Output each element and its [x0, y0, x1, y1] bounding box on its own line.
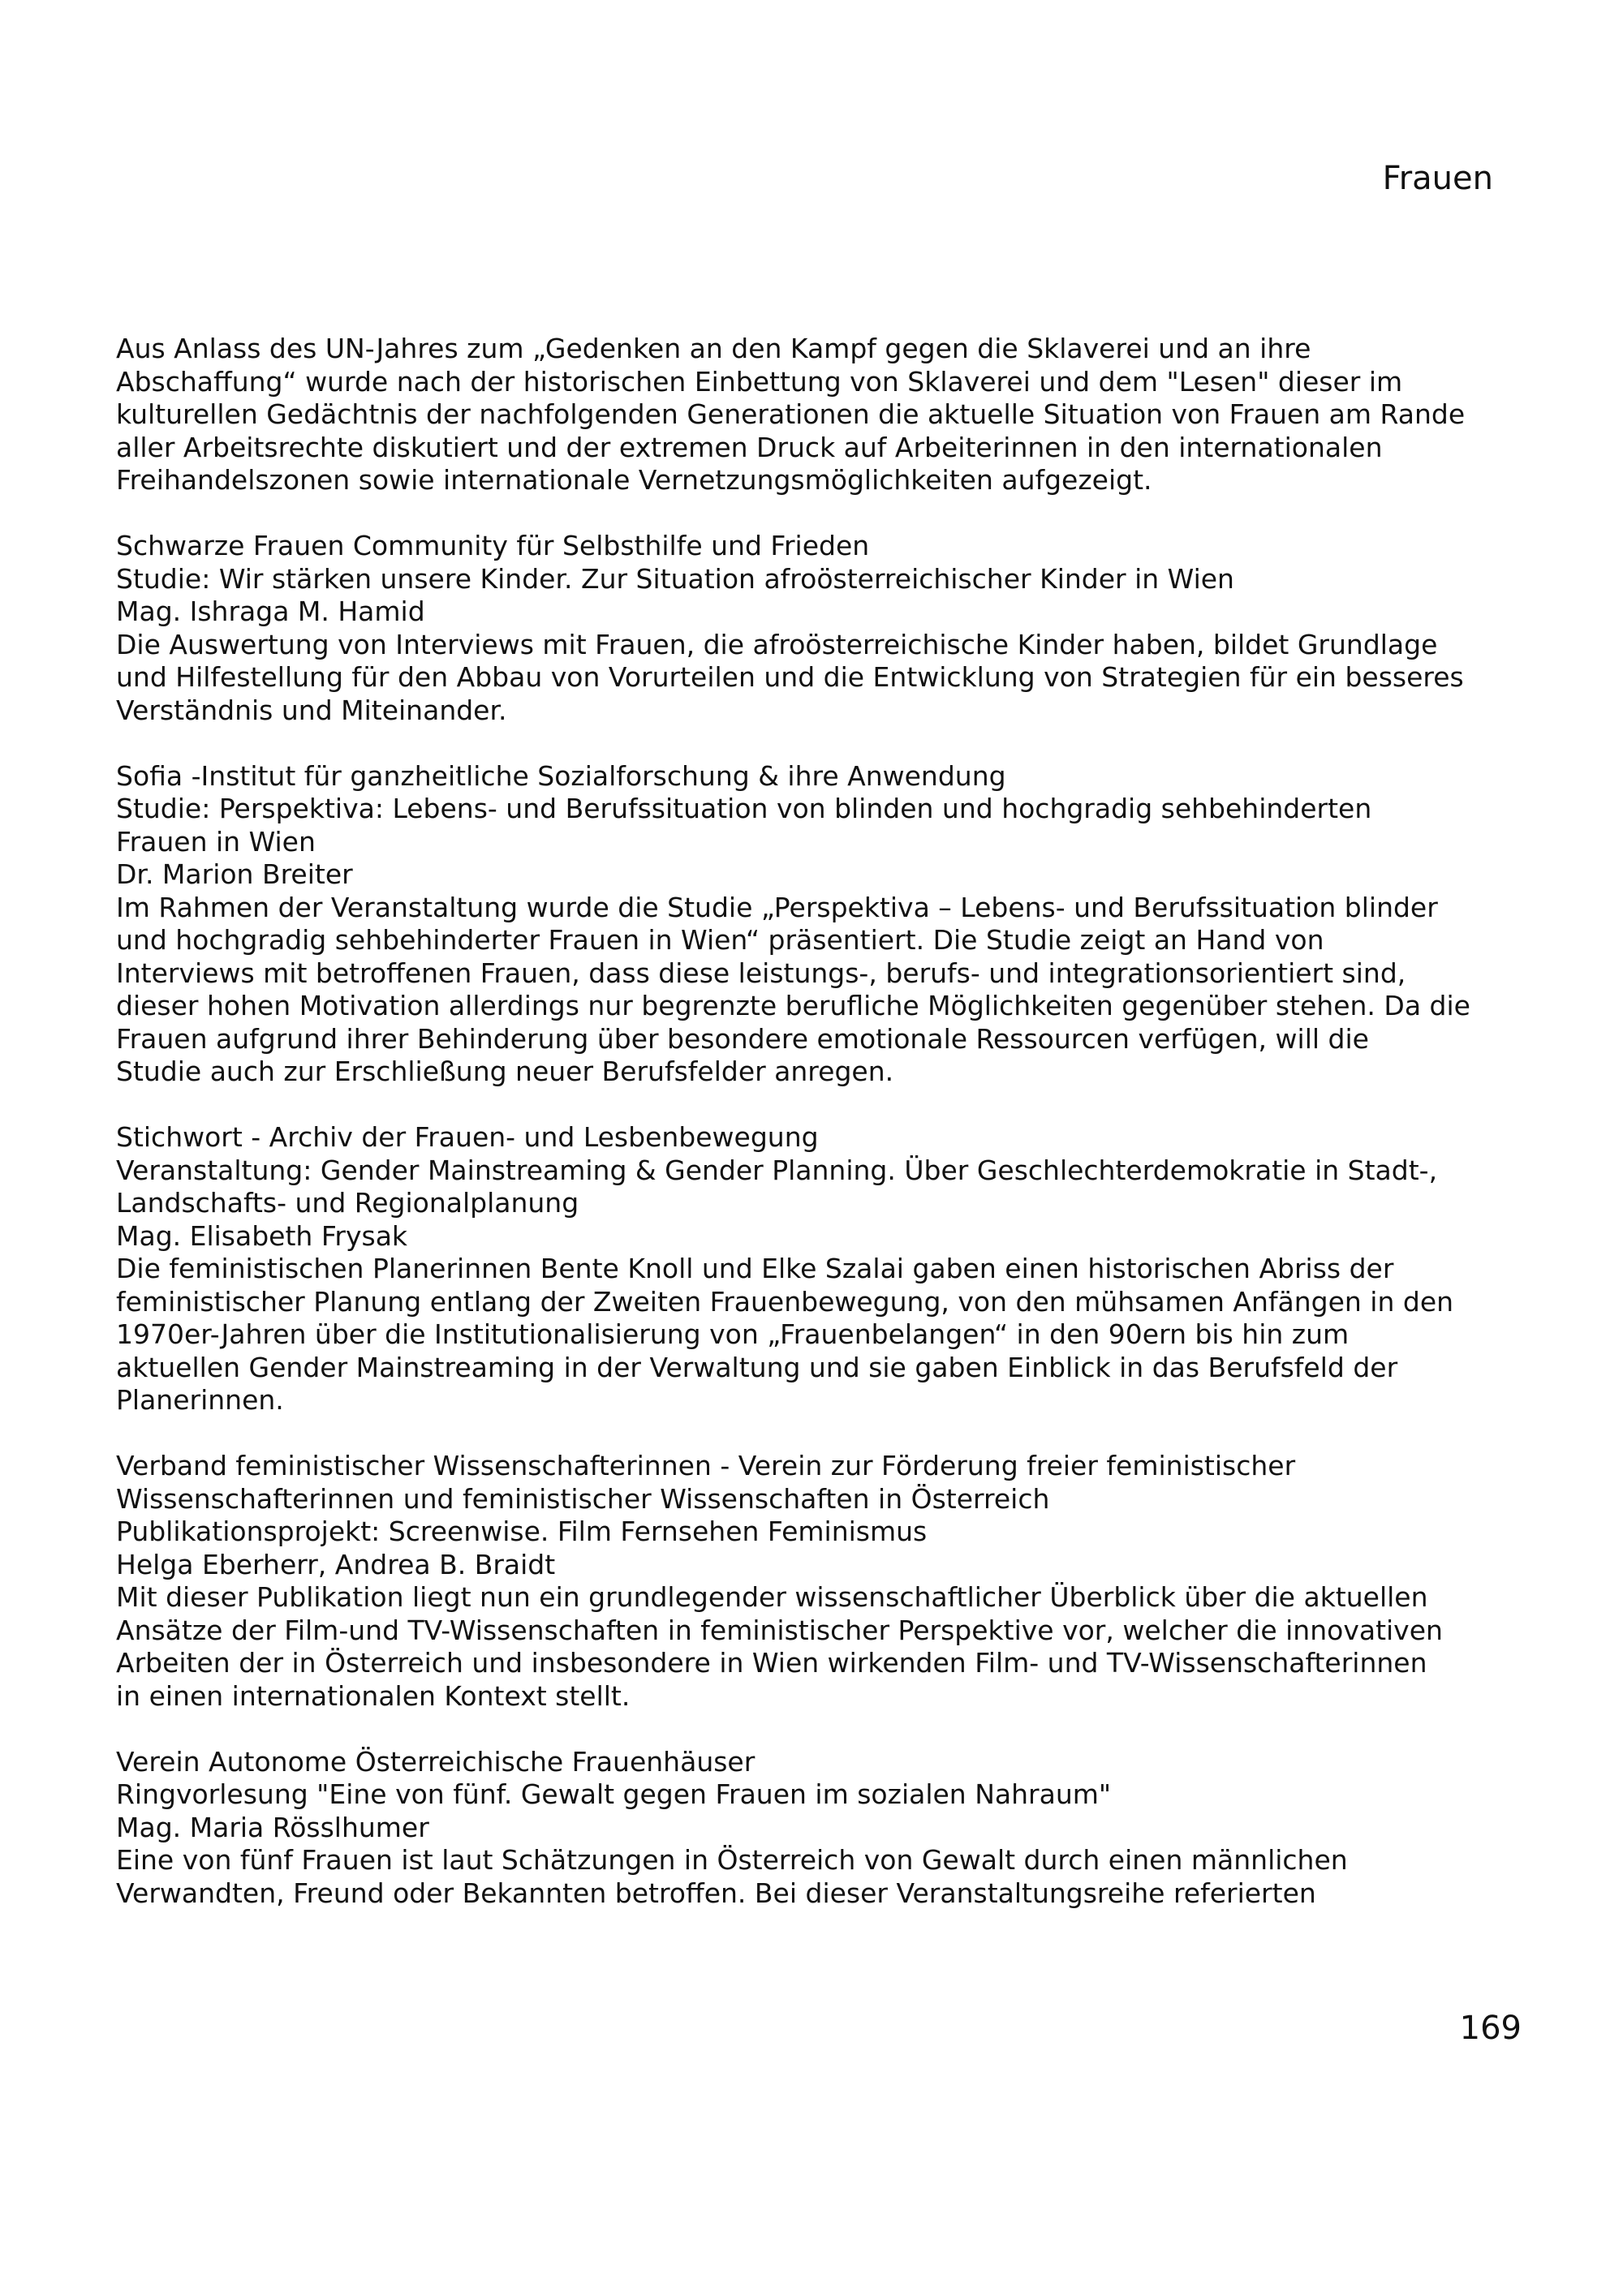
entry-organization: Stichwort - Archiv der Frauen- und Lesbenbewegung [116, 1121, 819, 1153]
entry-author: Mag. Elisabeth Frysak [116, 1219, 408, 1252]
entry-author: Mag. Ishraga M. Hamid [116, 595, 425, 627]
entry-description-line: Arbeiten der in Österreich und insbesondere in Wien wirkenden Film- und TV-Wissenschafterinnen [116, 1647, 1427, 1679]
entry-project: Landschafts- und Regionalplanung [116, 1187, 579, 1219]
entry-description-line: aktuellen Gender Mainstreaming in der Verwaltung und sie gaben Einblick in das Berufsfeld der [116, 1351, 1398, 1383]
entry-description-line: in einen internationalen Kontext stellt. [116, 1679, 631, 1712]
entry-organization: Verein Autonome Österreichische Frauenhäuser [116, 1745, 756, 1778]
entry-description-line: und Hilfestellung für den Abbau von Vorurteilen und die Entwicklung von Strategien für ein besseres [116, 661, 1464, 693]
entry-project: Veranstaltung: Gender Mainstreaming & Gender Planning. Über Geschlechterdemokratie in Stadt-, [116, 1154, 1438, 1186]
entry-organization: Verband feministischer Wissenschafterinnen - Verein zur Förderung freier feministischer [116, 1450, 1296, 1481]
entry-description-line: Mit dieser Publikation liegt nun ein grundlegender wissenschaftlicher Überblick über die aktuellen [116, 1581, 1428, 1613]
entry-author: Mag. Maria Rösslhumer [116, 1811, 429, 1843]
entry-description-line: Die feministischen Planerinnen Bente Knoll und Elke Szalai gaben einen historischen Abriss der [116, 1253, 1394, 1284]
entry-description-line: 1970er-Jahren über die Institutionalisierung von „Frauenbelangen“ in den 90ern bis hin zum [116, 1318, 1350, 1350]
entry-schwarze-frauen-community [116, 530, 1528, 727]
entry-project: Studie: Perspektiva: Lebens- und Berufssituation von blinden und hochgradig sehbehinderten [116, 793, 1372, 824]
entry-description-line: und hochgradig sehbehinderter Frauen in Wien“ präsentiert. Die Studie zeigt an Hand von [116, 924, 1324, 956]
entry-description-line: Frauen aufgrund ihrer Behinderung über besondere emotionale Ressourcen verfügen, will die [116, 1022, 1369, 1055]
text-line: kulturellen Gedächtnis der nachfolgenden Generationen die aktuelle Situation von Frauen am Rande [116, 398, 1466, 430]
entry-organization: Sofia -Institut für ganzheitliche Sozialforschung & ihre Anwendung [116, 759, 1006, 792]
entry-description-line: feministischer Planung entlang der Zweiten Frauenbewegung, von den mühsamen Anfängen in den [116, 1285, 1454, 1318]
entry-verband-feministischer-wissenschafterinnen [116, 1450, 1528, 1713]
entry-project: Ringvorlesung "Eine von fünf. Gewalt gegen Frauen im sozialen Nahraum" [116, 1778, 1112, 1810]
page-number: 169 [1459, 2010, 1522, 2047]
text-line: Freihandelszonen sowie internationale Vernetzungsmöglichkeiten aufgezeigt. [116, 464, 1152, 496]
entry-description-line: Die Auswertung von Interviews mit Frauen, die afroösterreichische Kinder haben, bildet Grundlage [116, 628, 1438, 660]
running-head: Frauen [1382, 160, 1493, 197]
entry-organization: Schwarze Frauen Community für Selbsthilfe und Frieden [116, 530, 870, 561]
entry-autonome-frauenhaeuser [116, 1746, 1528, 1911]
entry-description-line: Im Rahmen der Veranstaltung wurde die Studie „Perspektiva – Lebens- und Berufssituation blinder [116, 891, 1438, 923]
entry-author: Dr. Marion Breiter [116, 858, 353, 890]
entry-project: Studie: Wir stärken unsere Kinder. Zur Situation afroösterreichischer Kinder in Wien [116, 562, 1234, 595]
entry-author: Helga Eberherr, Andrea B. Braidt [116, 1548, 556, 1580]
entry-description-line: Interviews mit betroffenen Frauen, dass diese leistungs-, berufs- und integrationsorientiert sind, [116, 957, 1406, 989]
entry-stichwort-archiv [116, 1121, 1528, 1417]
entry-description-line: Planerinnen. [116, 1384, 284, 1416]
entry-organization: Wissenschafterinnen und feministischer Wissenschaften in Österreich [116, 1482, 1050, 1515]
text-line: Abschaffung“ wurde nach der historischen Einbettung von Sklaverei und dem "Lesen" dieser im [116, 365, 1403, 398]
entry-description-line: Verwandten, Freund oder Bekannten betroffen. Bei dieser Veranstaltungsreihe referierten [116, 1877, 1316, 1909]
intro-paragraph [116, 333, 1528, 497]
entry-description-line: dieser hohen Motivation allerdings nur begrenzte berufliche Möglichkeiten gegenüber stehen. Da die [116, 990, 1470, 1021]
text-line: Aus Anlass des UN-Jahres zum „Gedenken an den Kampf gegen die Sklaverei und an ihre [116, 333, 1311, 364]
entry-sofia-institut [116, 760, 1528, 1089]
page-body [116, 333, 1528, 1943]
entry-description-line: Eine von fünf Frauen ist laut Schätzungen in Österreich von Gewalt durch einen männlichen [116, 1844, 1348, 1876]
entry-project: Frauen in Wien [116, 825, 316, 858]
entry-description-line: Ansätze der Film-und TV-Wissenschaften in feministischer Perspektive vor, welcher die innovativen [116, 1614, 1443, 1646]
entry-project: Publikationsprojekt: Screenwise. Film Fernsehen Feminismus [116, 1516, 928, 1547]
entry-description-line: Verständnis und Miteinander. [116, 694, 507, 726]
text-line: aller Arbeitsrechte diskutiert und der extremen Druck auf Arbeiterinnen in den internationalen [116, 431, 1383, 463]
entry-description-line: Studie auch zur Erschließung neuer Berufsfelder anregen. [116, 1056, 894, 1087]
